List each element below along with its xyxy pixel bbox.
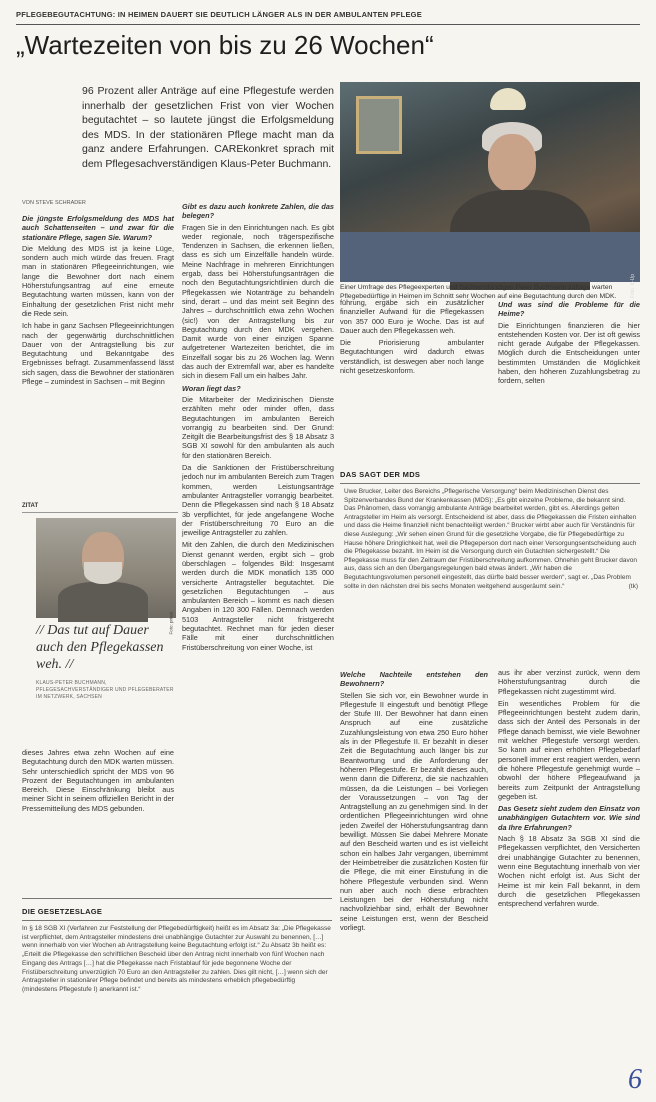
mds-box-text: [344, 488, 638, 591]
column-1-continued: [22, 748, 174, 816]
paragraph: Die Einrichtungen finanzieren die hier entstehenden Kosten vor. Der ist oft gewiss nicht gerade Aufgabe der Pflegekassen. Möglich durch die Entscheidungen unter bestimmten Umständen die Möglichkeit haben, den höheren Zuzahlungsbetrag zu fordern, selten: [498, 320, 640, 386]
column-3: [340, 298, 484, 378]
paragraph: dieses Jahres etwa zehn Wochen auf eine Begutachtung durch den MDK warten müssen. Sehr unterschiedlich spricht der MDS von 96 Prozent der Begutachtungen im ambulanten Bereich. Diese Einschränkung bleibt aus meiner Sicht in seinem offiziellen Bericht in der Pressemitteilung des MDS gebunden.: [22, 748, 174, 813]
law-box-divider: [22, 920, 332, 921]
column-1: [22, 212, 174, 389]
person-face: [488, 134, 536, 192]
law-box-top-divider: [22, 898, 332, 899]
mds-statement: Uwe Brucker, Leiter des Bereichs „Pflegerische Versorgung“ beim Medizinischen Dienst des Spitzenverbandes Bund der Krankenkassen (MDS): „Es gibt einzelne Probleme, die bekannt sind. Das Phänomen, dass vorrangig ambulante Anträge bearbeitet werden, gibt es. Allerdings gelten Antragsteller im Heim als versorgt. Entscheidend ist aber, dass die Pflegekassen die Fristen einhalten und dass die Heime finanziell nicht benachteiligt werden.“ Brucker wirbt aber auch für Verständnis für diese Auslegung: „Wir sehen einen Grund für die gesetzliche Vorgabe, die für Pflegebedürftige zu Hause höhere Dringlichkeit hat, weil die Pflegeperson dort nach einer Versorgungsentscheidung auch die Pflegekasse bezahlt. Im Heim ist die Versorgung durch ein Gutachten sichergestellt.“ Die Pflegekasse muss für den Zeitraum der Fristüberschreitung aufkommen. Ohnehin geht Brucker davon aus, dass sich an den Übergangsregelungen bald etwas ändert. „Wir haben die Begutachtungsvolumen personell eingestellt, das dürfte bald besser werden“, sagt er. „Das Problem sollte in den nächsten drei bis sechs Monaten weitgehend ausgeräumt sein.“: [344, 488, 638, 590]
paragraph: Die Priorisierung ambulanter Begutachtungen wird dadurch etwas verständlich, ist deswegen aber noch lange nicht gesetzeskonform.: [340, 338, 484, 376]
column-3-continued: [340, 668, 488, 935]
paragraph: Fragen Sie in den Einrichtungen nach. Es gibt weder regionale, noch trägerspezifische Tendenzen in Sachsen, die erkennen ließen, dass es sich um Einzelfälle handeln würde. Meine Nachfrage in mehreren Einrichtungen ergab, dass bei Höherstufungsanträgen die noch den Begutachtungsrichtlinien durch die Pflegekassen wie Notanträge zu behandeln sind, derart – und das meint seit Beginn des Jahres – durchschnittlich etwa zehn Wochen (sic!) von der Antragstellung bis zur Begutachtung durch den MDK vergehen. Damit wurde von einer einzigen Spanne aufgetretener Wartezeiten berichtet, die im Einzelfall sogar bis zu 26 Wochen lag. Wenn das auch der Extremfall war, aber es handelte sich in diesem Fall um ein halbes Jahr.: [182, 222, 334, 381]
paragraph: Stellen Sie sich vor, ein Bewohner wurde in Pflegestufe II eingestuft und benötigt Pflege der Stufe III. Der Bewohner hat dann einen Anspruch auf eine zusätzliche Zuzahlungsleistung von etwa 250 Euro höher als in der Pflegestufe II. Er bezahlt in dieser Zeit die Begutachtung auch länger bis zur Beantwortung und die Anforderung der höheren Pflegestufe. Er bezahlt dieses auch, wenn dann die Differenz, die sie nachzahlen müssen, da die Leistungen – bei Vorliegen der Voraussetzungen – von Tag der Antragstellung an zu genehmigen sind. In der ordentlichen Pflegeeinrichtungen wird ohne jeden Zweifel der Höherstufungsantrag dann bewilligt. Müssen Sie dabei Mehrere Monate auf den Bescheid warten und es ist vielleicht schon ein halbes Jahr vergangen, übernimmt der Heimbetreiber die zusätzlichen Kosten für die Pflege, die mit einer Einstufung in die höhere Pflegestufe verbunden sind. Wenn nun aber auch noch diese erbrachten Leistungen bei der Höherstufung nicht nachvollziehbar sind, erhält der Bewohner seine Leistungen erst, wenn der Bescheid vorliegt.: [340, 690, 488, 933]
kicker-divider: [16, 24, 640, 25]
question: Welche Nachteile entstehen den Bewohnern?: [340, 670, 488, 689]
portrait-credit: Foto: privat: [169, 612, 174, 635]
portrait-photo: [36, 518, 176, 635]
law-box-text: In § 18 SGB XI (Verfahren zur Feststellung der Pflegebedürftigkeit) heißt es im Absatz 3a: „Die Pflegekasse ist verpflichtet, dem Antragsteller mindestens drei unabhängige Gutachter zur Auswahl zu benennen, […] wenn innerhalb von vier Wochen ab Antragstellung keine Begutachtung erfolgt ist.“ Zu Absatz 3b heißt es: „Erteilt die Pflegekasse den schriftlichen Bescheid über den Antrag nicht innerhalb von fünf Wochen nach Eingang des Antrags […] hat die Pflegekasse nach Fristablauf für jede begonnene Woche der Fristüberschreitung unverzüglich 70 Euro an den Antragsteller zu zahlen. Dies gilt nicht, […] wenn sich der Antragsteller in stationärer Pflege befindet und bereits als mindestens erheblich pflegebedürftig (mindestens Pflegestufe I) anerkannt ist.“: [22, 925, 331, 993]
paragraph: Da die Sanktionen der Fristüberschreitung jedoch nur im ambulanten Bereich zum Tragen kommen, werden Leistungsanträge ambulanter Antragsteller vorrangig bearbeitet. Denn die Pflegekassen sind nach § 18 Absatz 3b verpflichtet, für jede angefangene Woche der Fristüberschreitung 70 Euro an die jeweilige Antragsteller zu zahlen.: [182, 463, 334, 538]
column-4: [498, 298, 640, 389]
mds-box-divider: [340, 483, 640, 484]
paragraph: führung, ergäbe sich ein zusätzlicher finanzieller Aufwand für die Pflegekassen von 357 000 Euro je Woche. Das ist auf Dauer auch den Pflegekassen weh.: [340, 298, 484, 335]
column-4-continued: [498, 668, 640, 911]
article-lead: 96 Prozent aller Anträge auf eine Pflegestufe werden innerhalb der gesetzlichen Frist von vier Wochen begutachtet – so lautete jüngst die Erfolgsmeldung des MDS. In der stationären Pflege macht man da ganz andere Erfahrungen. CAREkonkret sprach mit dem Pflegesachverständigen Klaus-Peter Buchmann.: [82, 85, 334, 170]
mds-box-title: DAS SAGT DER MDS: [340, 470, 421, 479]
mds-box: [340, 470, 640, 484]
paragraph: Die Mitarbeiter der Medizinischen Dienste erzählten mehr oder minder offen, dass Begutachtungen im ambulanten Bereich vorrangig zu bearbeiten sind. Der Grund: Zeitgilt die Bearbeitungsfrist des § 18 Absatz 3 SGB XI sowohl für den ambulanten als auch für den stationären Bereich.: [182, 394, 334, 460]
paragraph: Die Meldung des MDS ist ja keine Lüge, sondern auch mich würde das freuen. Fragt man in stationären Pflegeeinrichtungen, wie lange die Bewohner dort nach einem Höherstufungsantrag auf eine erneute Begutachtung warten müssen, kann von der Einhaltung der gesetzlichen Frist nicht mehr die Rede sein.: [22, 243, 174, 318]
column-2: [182, 200, 334, 655]
paragraph: Nach § 18 Absatz 3a SGB XI sind die Pflegekassen verpflichtet, den Versicherten drei unabhängige Gutachter zu benennen, wenn eine Begutachtung innerhalb von vier Wochen nicht erfolgt ist. Aus Sicht der Heime ist mir kein Fall bekannt, in dem durch die gesetzlichen Pflegekassen entsprechend verfahren wurde.: [498, 834, 640, 909]
wall-picture: [356, 96, 402, 154]
photo-caption: Einer Umfrage des Pflegeexperten und Sachverständigen Peter Buchmann zufolge warten Pflegebedürftige in Heimen im Schnitt sehr Wochen auf eine Begutachtung durch den MDK.: [340, 284, 617, 300]
paragraph: Ein wesentliches Problem für die Pflegeeinrichtungen besteht zudem darin, dass sich der Anteil des Personals in der Pflege danach bemisst, wie viele Bewohner mit welcher Pflegestufe versorgt werden. So kann auf einen erhöhten Pflegebedarf personell immer erst reagiert werden, wenn die höhere Pflegestufe genehmigt wurde – obwohl der höhere Pflegeaufwand ja bereits zum Zeitpunkt der Antragstellung gegeben ist.: [498, 698, 640, 801]
photo-credit: Foto: K-Up: [630, 274, 636, 299]
section-kicker: PFLEGEBEGUTACHTUNG: IN HEIMEN DAUERT SIE DEUTLICH LÄNGER ALS IN DER AMBULANTEN PFLEGE: [16, 10, 422, 19]
law-box-title: DIE GESETZESLAGE: [22, 907, 103, 916]
quote-attribution: KLAUS-PETER BUCHMANN, PFLEGESACHVERSTÄNDIGER UND PFLEGEBERATER IM NETZWERK, SACHSEN: [36, 680, 174, 700]
question: Und was sind die Probleme für die Heime?: [498, 300, 640, 319]
portrait-beard: [84, 562, 122, 584]
law-box: [22, 898, 332, 921]
question: Das Gesetz sieht zudem den Einsatz von unabhängigen Gutachtern vor. Wie sind da Ihre Erfahrungen?: [498, 804, 640, 832]
quote-label: ZITAT: [22, 503, 39, 509]
paragraph: Ich habe in ganz Sachsen Pflegeeinrichtungen nach der gegenwärtig durchschnittlichen Dauer von der Antragstellung bis zur Begutachtung und Bekanntgabe des Ergebnisses befragt. Zusammenfassend lässt sich sagen, dass die Bewohner der stationären Pflege – zumindest in Sachsen – mit Beginn: [22, 321, 174, 387]
question: Gibt es dazu auch konkrete Zahlen, die das belegen?: [182, 202, 334, 221]
paragraph: Mit den Zahlen, die durch den Medizinischen Dienst genannt werden, ergibt sich – grob überschlagen – folgendes Bild: Insgesamt werden durch die MDK monatlich 135 000 versicherte Antragsteller begutachtet. Die gesetzlichen Begutachtungen – aus ambulanten Bereich – kommt es nach diesen Angaben in 120 300 Fällen. Demnach werden 5103 Antragsteller nicht fristgerecht begutachtet. Rechnet man für jeden dieser Fälle mit einer durchschnittlichen Fristüberschreitung von einer Woche, ist: [182, 540, 334, 652]
question: Die jüngste Erfolgsmeldung des MDS hat auch Schattenseiten – und zwar für die stationäre Pflege, sagen Sie. Warum?: [22, 214, 174, 242]
article-headline: „Wartezeiten von bis zu 26 Wochen“: [16, 30, 434, 60]
pull-quote: // Das tut auf Dauer auch den Pflegekassen weh. //: [36, 623, 164, 672]
question: Woran liegt das?: [182, 383, 241, 393]
quote-divider: [22, 512, 178, 513]
portrait-shirt: [58, 582, 148, 622]
page-number: 6: [628, 1064, 642, 1095]
mds-tag: (tk): [628, 582, 638, 590]
lamp: [490, 88, 526, 110]
author-byline: VON STEVE SCHRADER: [22, 200, 86, 206]
blanket: [340, 232, 640, 282]
paragraph: aus ihr aber verzinst zurück, wenn dem Höherstufungsantrag durch die Pflegekassen nicht zugestimmt wird.: [498, 668, 640, 696]
